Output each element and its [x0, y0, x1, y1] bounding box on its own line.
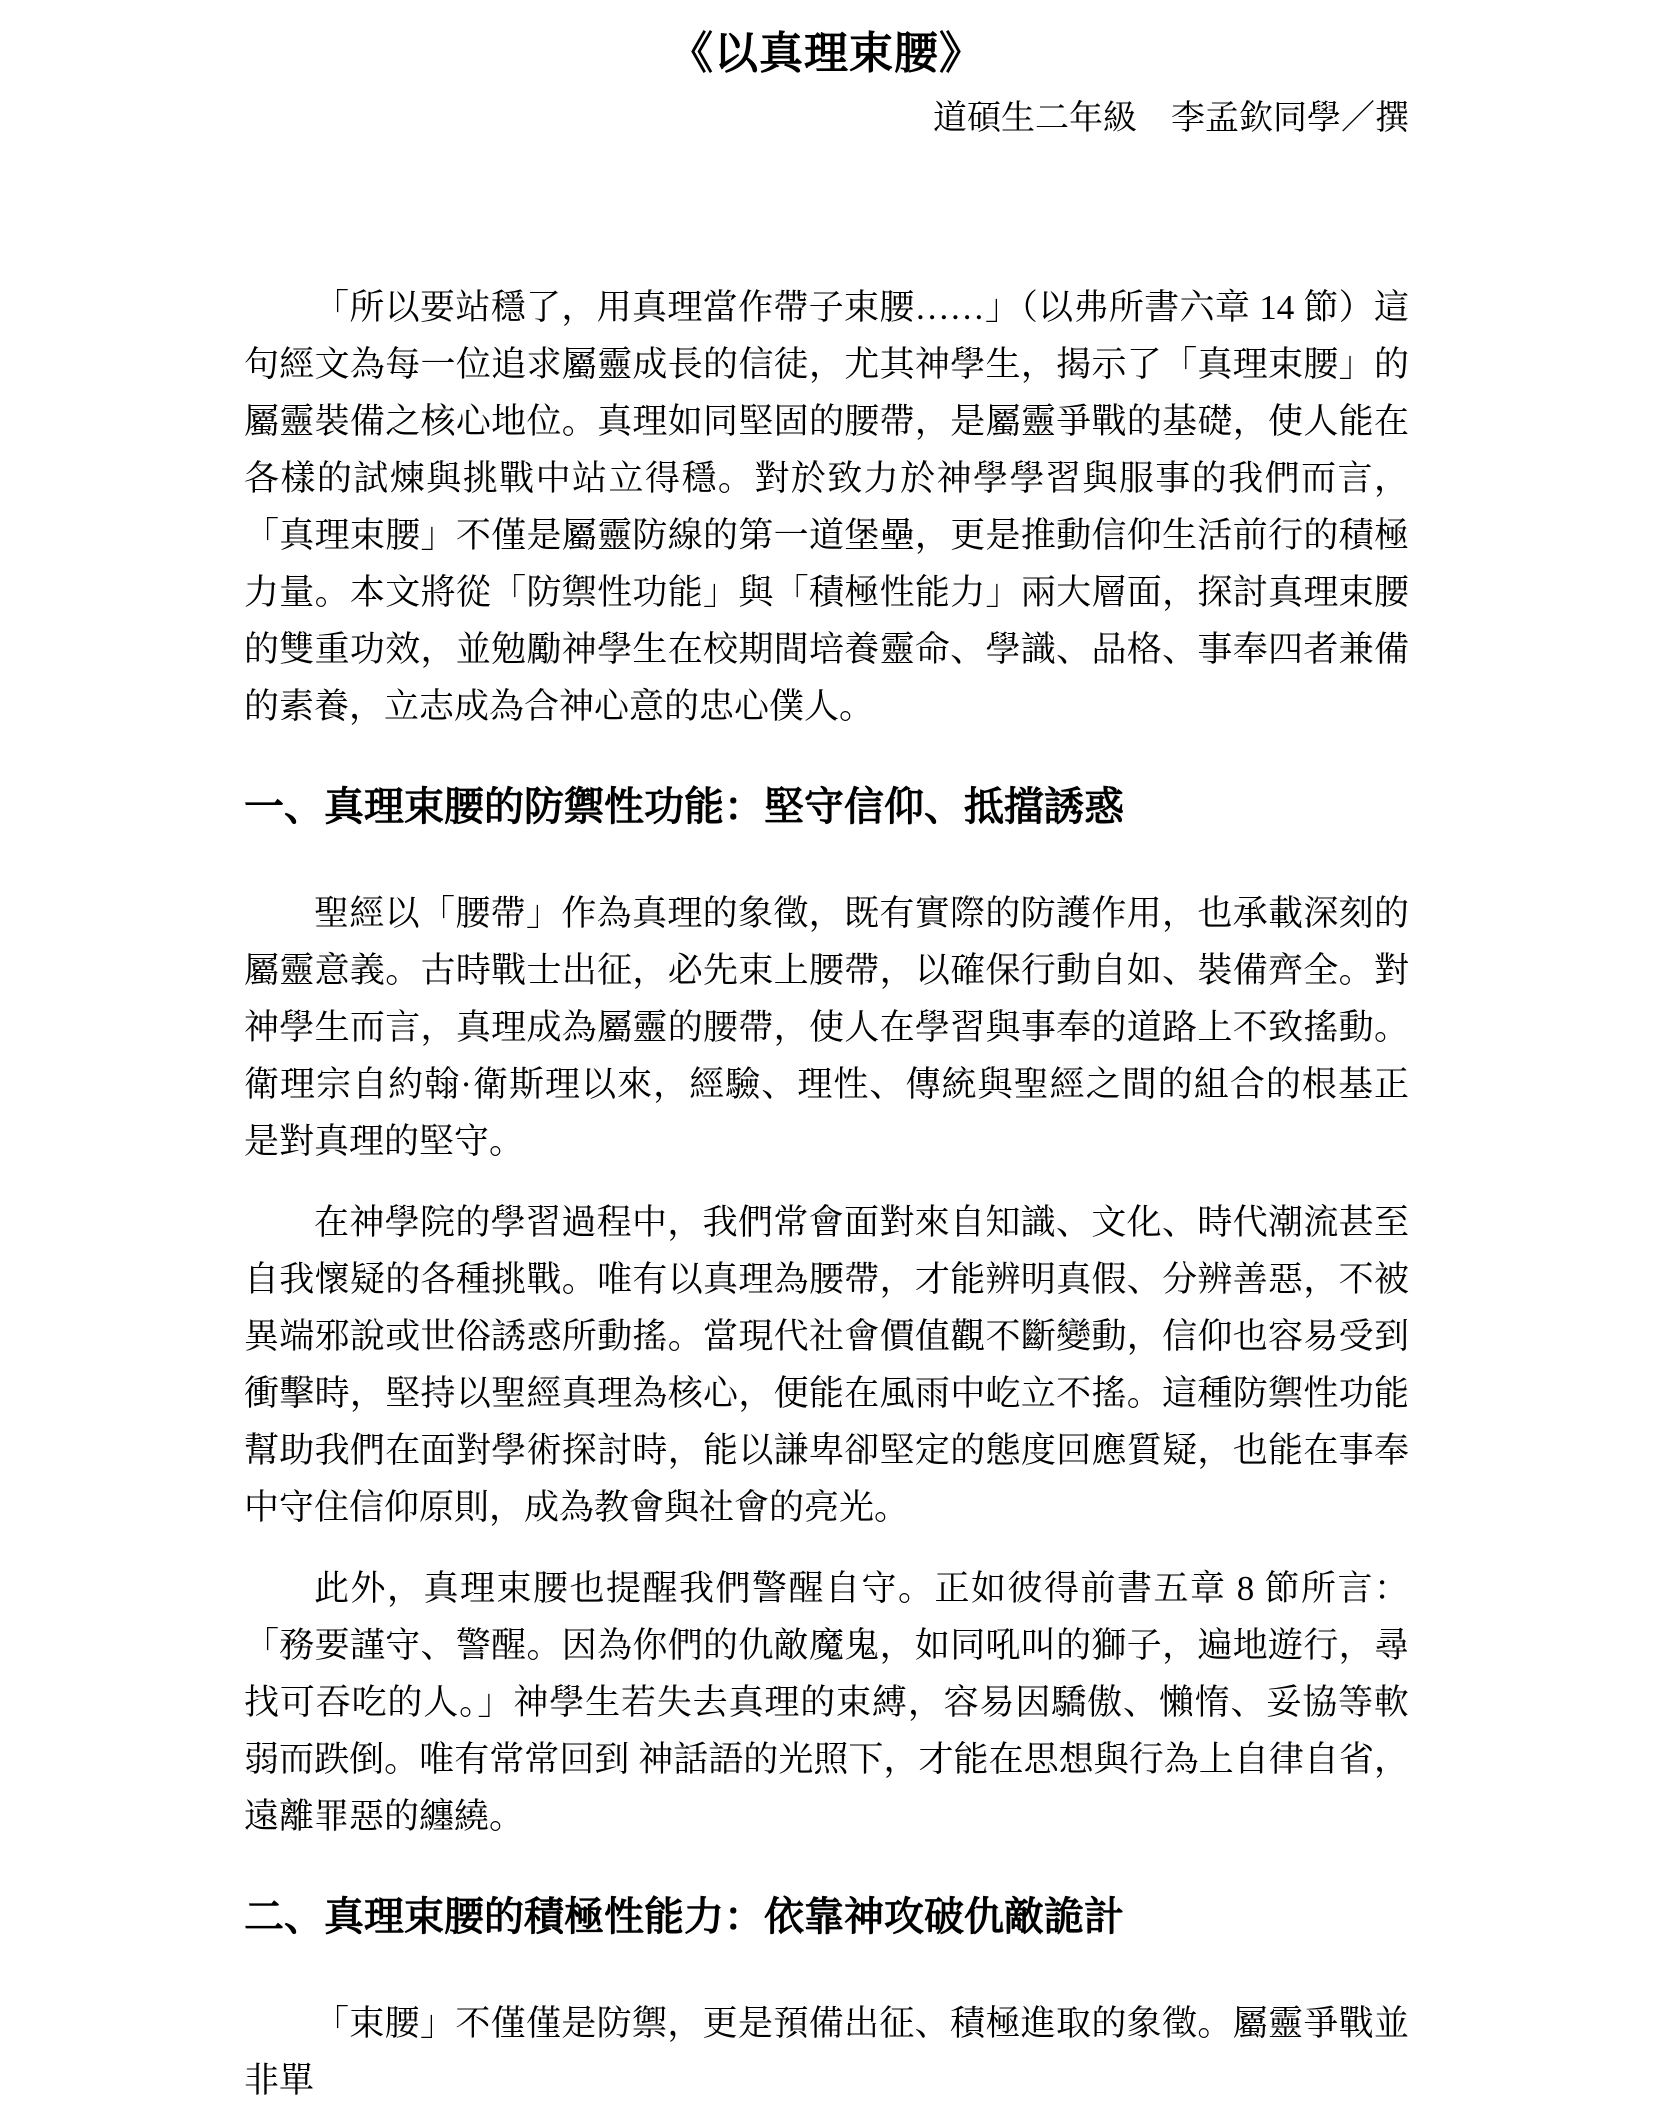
section-heading-1: 一、真理束腰的防禦性功能：堅守信仰、抵擋誘惑: [244, 783, 1124, 829]
document-content: [244, 0, 1409, 2109]
paragraph-intro: 「所以要站穩了，用真理當作帶子束腰……」（以弗所書六章 14 節）這句經文為每一位追求屬靈成長的信徒，尤其神學生，揭示了「真理束腰」的屬靈裝備之核心地位。真理如同堅固的腰帶，是屬靈爭戰的基礎，使人能在各樣的試煉與挑戰中站立得穩。對於致力於神學學習與服事的我們而言，「真理束腰」不僅是屬靈防線的第一道堡壘，更是推動信仰生活前行的積極力量。本文將從「防禦性功能」與「積極性能力」兩大層面，探討真理束腰的雙重功效，並勉勵神學生在校期間培養靈命、學識、品格、事奉四者兼備的素養，立志成為合神心意的忠心僕人。: [244, 287, 1409, 726]
section-heading-2: 二、真理束腰的積極性能力：依靠神攻破仇敵詭計: [244, 1893, 1124, 1939]
byline: 道碩生二年級 李孟欽同學／撰: [933, 100, 1409, 137]
document-title: 《以真理束腰》: [669, 29, 984, 78]
document-body: [244, 279, 1409, 2109]
paragraph-section1-a: 聖經以「腰帶」作為真理的象徵，既有實際的防護作用，也承載深刻的屬靈意義。古時戰士出征，必先束上腰帶，以確保行動自如、裝備齊全。對神學生而言，真理成為屬靈的腰帶，使人在學習與事奉的道路上不致搖動。衛理宗自約翰·衛斯理以來，經驗、理性、傳統與聖經之間的組合的根基正是對真理的堅守。: [244, 893, 1409, 1161]
paragraph-section2-a: 「束腰」不僅僅是防禦，更是預備出征、積極進取的象徵。屬靈爭戰並非單: [244, 2003, 1409, 2100]
paragraph-section1-c: 此外，真理束腰也提醒我們警醒自守。正如彼得前書五章 8 節所言：「務要謹守、警醒。因為你們的仇敵魔鬼，如同吼叫的獅子，遍地遊行，尋找可吞吃的人。」神學生若失去真理的束縛，容易因驕傲、懶惰、妥協等軟弱而跌倒。唯有常常回到 神話語的光照下，才能在思想與行為上自律自省，遠離罪惡的纏繞。: [244, 1568, 1409, 1836]
paragraph-section1-b: 在神學院的學習過程中，我們常會面對來自知識、文化、時代潮流甚至自我懷疑的各種挑戰。唯有以真理為腰帶，才能辨明真假、分辨善惡，不被異端邪說或世俗誘惑所動搖。當現代社會價值觀不斷變動，信仰也容易受到衝擊時，堅持以聖經真理為核心，便能在風雨中屹立不搖。這種防禦性功能幫助我們在面對學術探討時，能以謙卑卻堅定的態度回應質疑，也能在事奉中守住信仰原則，成為教會與社會的亮光。: [244, 1202, 1409, 1527]
